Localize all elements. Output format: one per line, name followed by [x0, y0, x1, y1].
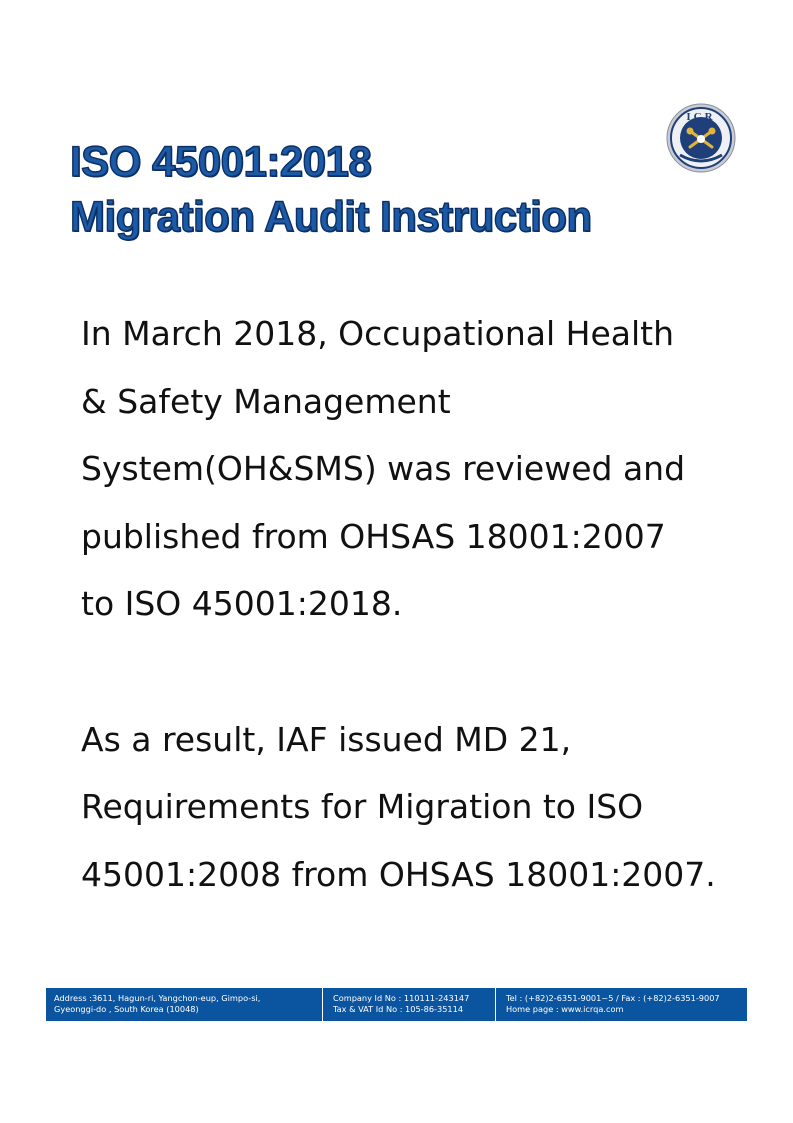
phone-fax: Tel : (+82)2-6351-9001~5 / Fax : (+82)2-6351-9007: [506, 993, 720, 1003]
title-line-1: ISO 45001:2018: [70, 137, 372, 185]
footer-company-ids: [322, 988, 495, 1021]
paragraph-line: & Safety Management: [81, 381, 451, 421]
paragraph-line: As a result, IAF issued MD 21,: [81, 719, 572, 759]
paragraph-line: Requirements for Migration to ISO: [81, 787, 644, 826]
paragraph-1: [81, 300, 741, 638]
body-text: [81, 300, 741, 908]
seal-logo-icon: [666, 103, 736, 173]
svg-text:ICR: ICR: [686, 111, 716, 123]
tax-id: Tax & VAT Id No : 105-86-35114: [333, 1004, 464, 1014]
address-line-2: Gyeonggi-do , South Korea (10048): [54, 1004, 199, 1014]
company-id: Company Id No : 110111-243147: [333, 993, 470, 1003]
homepage: Home page : www.icrqa.com: [506, 1004, 624, 1014]
title-line-2: Migration Audit Instruction: [70, 192, 592, 241]
paragraph-line: In March 2018, Occupational Health: [81, 314, 674, 353]
paragraph-line: to ISO 45001:2018.: [81, 584, 403, 623]
paragraph-line: 45001:2008 from OHSAS 18001:2007.: [81, 854, 716, 894]
document-title: [70, 134, 592, 244]
paragraph-spacer: [81, 638, 741, 706]
paragraph-2: [81, 706, 741, 909]
address-line-1: Address :3611, Hagun-ri, Yangchon-eup, Gimpo-si,: [54, 993, 261, 1003]
paragraph-line: System(OH&SMS) was reviewed and: [81, 449, 686, 488]
footer-contact: [495, 988, 747, 1021]
footer-bar: [46, 988, 747, 1021]
paragraph-line: published from OHSAS 18001:2007: [81, 516, 666, 556]
footer-address: [46, 988, 322, 1021]
